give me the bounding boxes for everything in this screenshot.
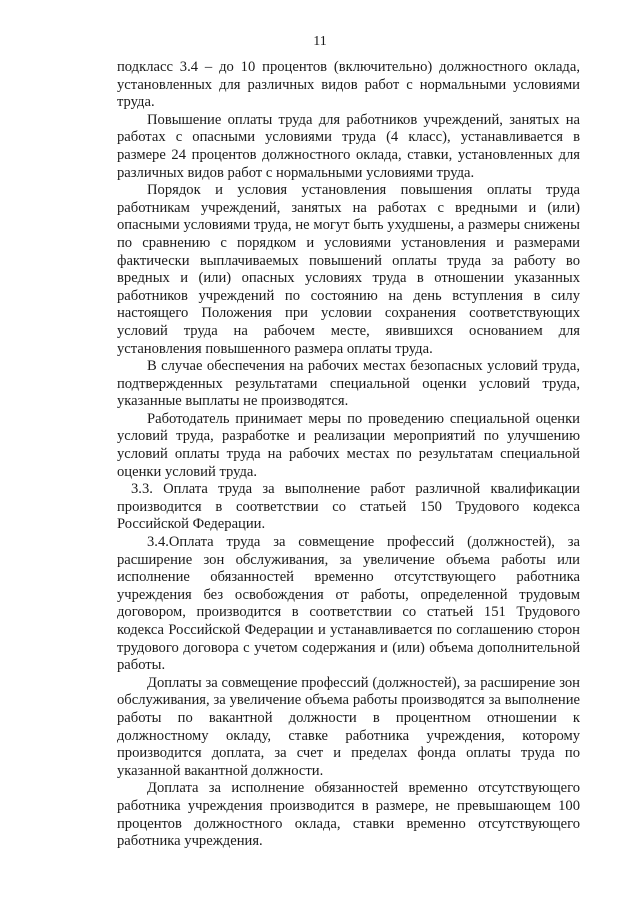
paragraph-absent-worker-payment: Доплата за исполнение обязанностей временно отсутствующего работника учреждения производится в размере, не превышающем 100 процентов должностного оклада, ставки временно отсутствующего работника учреждения. — [117, 780, 580, 850]
paragraph-combination-payments: Доплаты за совмещение профессий (должностей), за расширение зон обслуживания, за увеличение объема работы производятся за выполнение работы по вакантной должности в процентном отношении к должностному окладу, ставке работника учреждения, которому производится доплата, за счет и пределах фонда оплаты труда по указанной вакантной должности. — [117, 674, 580, 779]
page-number: 11 — [313, 34, 327, 49]
paragraph-section-3-3: 3.3. Оплата труда за выполнение работ различной квалификации производится в соответствии со статьей 150 Трудового кодекса Российской Федерации. — [117, 481, 580, 533]
paragraph-hazardous-class-4: Повышение оплаты труда для работников учреждений, занятых на работах с опасными условиями труда (4 класс), устанавливается в размере 24 процентов должностного оклада, ставки, установленных для различных видов работ с нормальными условиями труда. — [117, 111, 580, 181]
paragraph-employer-measures: Работодатель принимает меры по проведению специальной оценки условий труда, разработке и реализации мероприятий по улучшению условий оплаты труда на рабочих местах по результатам специальной оценки условий труда. — [117, 410, 580, 480]
paragraph-subclass-3-4: подкласс 3.4 – до 10 процентов (включительно) должностного оклада, установленных для различных видов работ с нормальными условиями труда. — [117, 59, 580, 111]
paragraph-section-3-4: 3.4.Оплата труда за совмещение профессий (должностей), за расширение зон обслуживания, за увеличение объема работы или исполнение обязанностей временно отсутствующего работника учреждения без освобождения от работы, определенной трудовым договором, производится в соответствии со статьей 151 Трудового кодекса Российской Федерации и устанавливается по соглашению сторон трудового договора с учетом содержания и (или) объема дополнительной работы. — [117, 534, 580, 674]
paragraph-procedure-conditions: Порядок и условия установления повышения оплаты труда работникам учреждений, занятых на работах с вредными и (или) опасными условиями труда, не могут быть ухудшены, а размеры снижены по сравнению с порядком и условиями установления и размерами фактически выплачиваемых повышений оплаты труда за работу во вредных и (или) опасных условиях труда в отношении указанных работников учреждений по состоянию на день вступления в силу настоящего Положения при условии сохранения соответствующих условий труда на рабочем месте, явившихся основанием для установления повышенного размера оплаты труда. — [117, 182, 580, 357]
paragraph-safe-conditions: В случае обеспечения на рабочих местах безопасных условий труда, подтвержденных результатами специальной оценки условий труда, указанные выплаты не производятся. — [117, 358, 580, 410]
document-body — [117, 59, 580, 851]
